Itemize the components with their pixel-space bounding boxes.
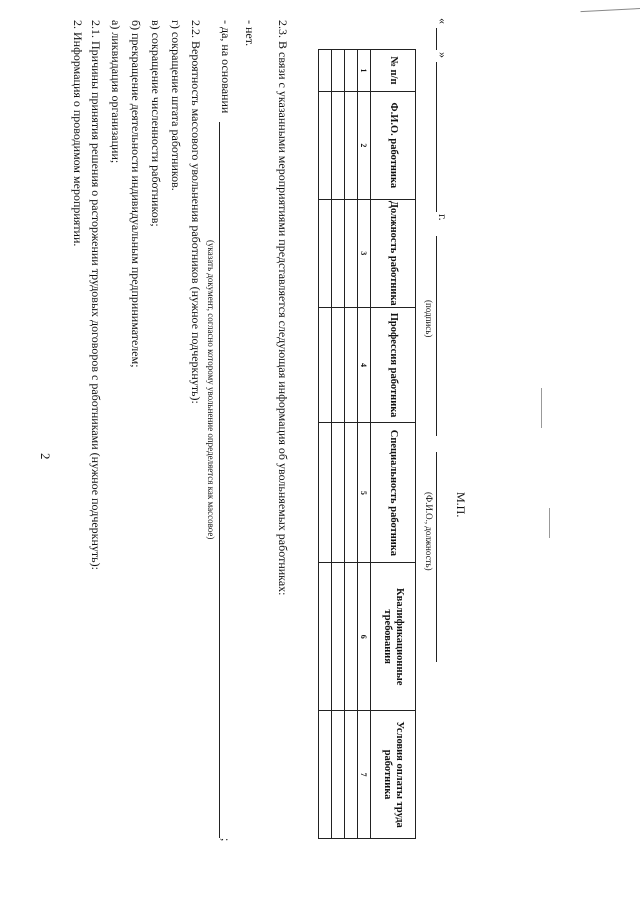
- col-number-2: 2: [358, 91, 371, 199]
- section-2-1-item-b: б) прекращение деятельности индивидуальным предпринимателем;: [129, 20, 143, 368]
- col-header-specialty: Специальность работника: [371, 423, 416, 563]
- section-2-2-yes-label: - да, на основании: [219, 20, 233, 114]
- table-cell[interactable]: [345, 91, 358, 199]
- col-header-pay-conditions: Условия оплаты труда работника: [371, 711, 416, 839]
- col-header-position: Должность работника: [371, 199, 416, 307]
- table-row: [319, 50, 332, 839]
- table-cell[interactable]: [319, 91, 332, 199]
- date-year-suffix: г.: [436, 214, 450, 221]
- table-cell[interactable]: [319, 563, 332, 711]
- col-number-1: 1: [358, 50, 371, 92]
- col-number-3: 3: [358, 199, 371, 307]
- col-header-qualification: Квалификационные требования: [371, 563, 416, 711]
- table-cell[interactable]: [345, 199, 358, 307]
- table-cell[interactable]: [319, 307, 332, 423]
- date-open-quote: «: [436, 18, 450, 24]
- col-number-5: 5: [358, 423, 371, 563]
- table-cell[interactable]: [345, 307, 358, 423]
- table-cell[interactable]: [332, 563, 345, 711]
- col-number-7: 7: [358, 711, 371, 839]
- table-cell[interactable]: [319, 423, 332, 563]
- section-2-title: 2. Информация о проводимом мероприятии.: [71, 20, 85, 247]
- col-header-number: № п/п: [371, 50, 416, 92]
- scan-line-right: [541, 388, 542, 428]
- stamp-label: М.П.: [454, 492, 468, 518]
- table-row: [345, 50, 358, 839]
- name-position-line[interactable]: [436, 452, 437, 662]
- basis-document-hint: (указать документ, согласно которому увольнение определяется как массовое): [206, 240, 216, 540]
- table-row: [332, 50, 345, 839]
- signature-line[interactable]: [436, 236, 437, 436]
- section-2-2-yes-end: ;: [219, 838, 233, 842]
- section-2-3-title: 2.3. В связи с указанными мероприятиями представляется следующая информация об увольняемых работниках:: [276, 20, 290, 596]
- table-cell[interactable]: [319, 711, 332, 839]
- section-2-1-item-a: а) ликвидация организации;: [109, 20, 123, 164]
- scan-line-left: [549, 508, 550, 538]
- col-number-6: 6: [358, 563, 371, 711]
- section-2-2-title: 2.2. Вероятность массового увольнения работников (нужное подчеркнуть):: [189, 20, 203, 404]
- date-day-line[interactable]: [436, 28, 437, 50]
- section-2-2-no-label: - нет.: [243, 20, 257, 47]
- col-header-fio: Ф.И.О. работника: [371, 91, 416, 199]
- table-cell[interactable]: [345, 711, 358, 839]
- date-month-year-line[interactable]: [436, 62, 437, 212]
- col-number-4: 4: [358, 307, 371, 423]
- table-cell[interactable]: [332, 711, 345, 839]
- section-2-1-item-c: в) сокращение численности работников;: [149, 20, 163, 227]
- table-cell[interactable]: [345, 423, 358, 563]
- page-number: 2: [38, 453, 53, 460]
- table-header-row: [371, 50, 416, 839]
- table-cell[interactable]: [345, 563, 358, 711]
- date-close-quote: »: [436, 52, 450, 58]
- signature-label: (подпись): [424, 300, 434, 338]
- table-cell[interactable]: [332, 199, 345, 307]
- basis-document-line[interactable]: [219, 122, 220, 838]
- workers-table: [318, 49, 416, 839]
- table-cell[interactable]: [345, 50, 358, 92]
- table-number-row: [358, 50, 371, 839]
- table-cell[interactable]: [332, 423, 345, 563]
- name-position-label: (Ф.И.О., должность): [424, 492, 434, 571]
- col-header-profession: Профессия работника: [371, 307, 416, 423]
- section-2-1-title: 2.1. Причины принятия решения о расторжении трудовых договоров с работниками (нужное подчеркнуть):: [89, 20, 103, 570]
- table-cell[interactable]: [332, 307, 345, 423]
- table-cell[interactable]: [319, 199, 332, 307]
- table-cell[interactable]: [332, 91, 345, 199]
- table-cell[interactable]: [332, 50, 345, 92]
- table-cell[interactable]: [319, 50, 332, 92]
- section-2-1-item-d: г) сокращение штата работников.: [169, 20, 183, 191]
